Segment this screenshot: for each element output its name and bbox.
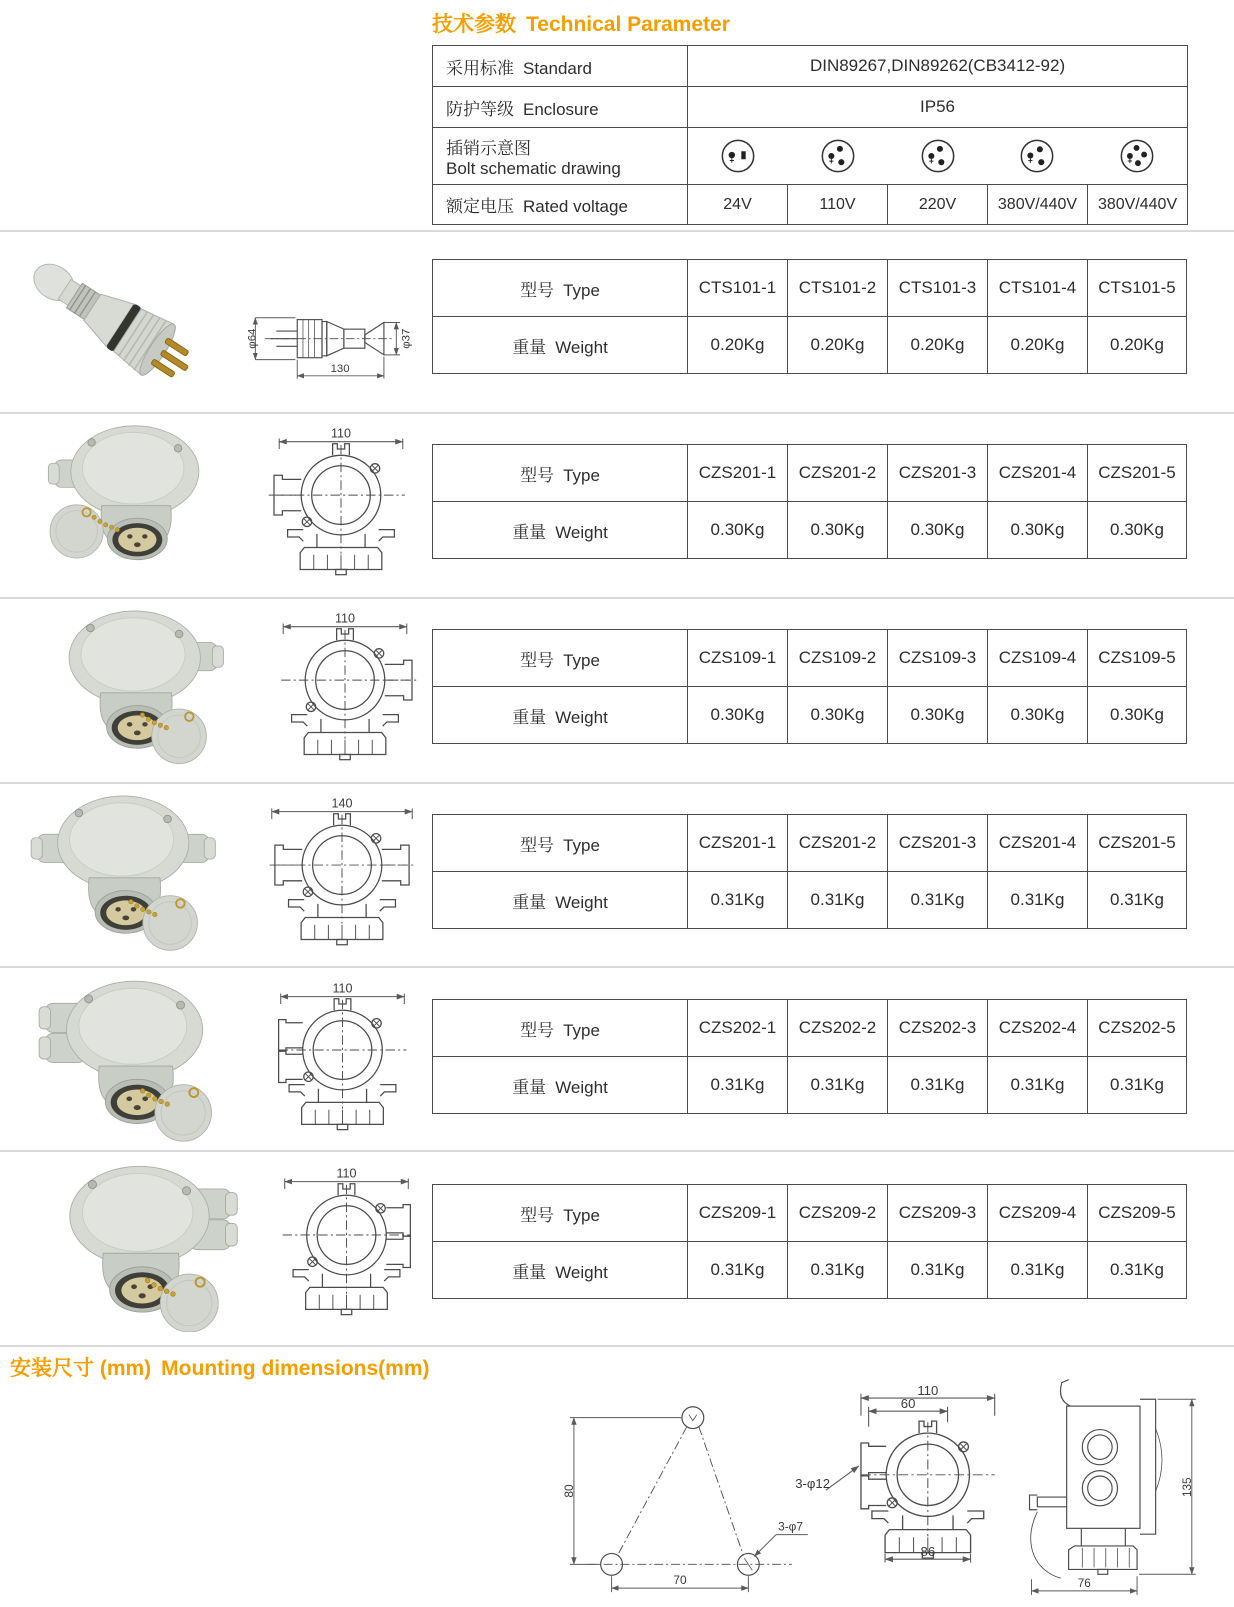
table-row-weight bbox=[433, 687, 1187, 744]
pin-diagram-4pin-icon bbox=[1118, 137, 1156, 175]
weight-cell: 0.31Kg bbox=[1088, 1057, 1187, 1114]
type-label-zh: 型号 bbox=[520, 280, 555, 300]
row-label-en: Enclosure bbox=[523, 99, 599, 119]
product-photo-socket bbox=[25, 420, 253, 578]
weight-cell: 0.30Kg bbox=[1088, 687, 1187, 744]
weight-label-en: Weight bbox=[555, 1262, 608, 1282]
type-label-en: Type bbox=[563, 650, 600, 670]
product-photo-socket bbox=[30, 1160, 258, 1332]
dim-label: 135 bbox=[1180, 1477, 1194, 1498]
product-photo-plug bbox=[8, 252, 236, 398]
weight-cell: 0.30Kg bbox=[888, 502, 988, 559]
row-label-zh: 采用标准 bbox=[446, 58, 514, 78]
type-cell: CZS209-1 bbox=[688, 1185, 788, 1242]
row-label-zh: 防护等级 bbox=[446, 99, 514, 119]
enclosure-value: IP56 bbox=[688, 87, 1188, 128]
weight-cell: 0.31Kg bbox=[1088, 872, 1187, 929]
table-row-type bbox=[433, 1000, 1187, 1057]
row-label-zh: 额定电压 bbox=[446, 197, 514, 216]
table-row-weight bbox=[433, 872, 1187, 929]
table-row-standard bbox=[433, 46, 1188, 87]
product-table-CZS109 bbox=[432, 629, 1187, 744]
type-cell: CZS202-1 bbox=[688, 1000, 788, 1057]
type-label-en: Type bbox=[563, 1205, 600, 1225]
pin-diagram-3pin-icon bbox=[1018, 137, 1056, 175]
dim-label: 80 bbox=[561, 1484, 576, 1498]
product-drawing-socket bbox=[246, 798, 438, 950]
weight-cell: 0.20Kg bbox=[788, 317, 888, 374]
weight-label-zh: 重量 bbox=[512, 522, 547, 542]
type-cell: CZS201-2 bbox=[788, 815, 888, 872]
product-photo-socket bbox=[25, 975, 253, 1143]
pin-diagram-row bbox=[688, 137, 1187, 175]
technical-parameter-table bbox=[432, 45, 1188, 225]
mounting-drawing-side-view bbox=[1008, 1352, 1228, 1602]
weight-cell: 0.31Kg bbox=[688, 1242, 788, 1299]
product-drawing-socket bbox=[256, 613, 434, 765]
weight-cell: 0.20Kg bbox=[1088, 317, 1187, 374]
product-table-CZS202 bbox=[432, 999, 1187, 1114]
type-cell: CTS101-2 bbox=[788, 260, 888, 317]
weight-label-en: Weight bbox=[555, 1077, 608, 1097]
weight-cell: 0.31Kg bbox=[988, 1242, 1088, 1299]
type-label-zh: 型号 bbox=[520, 835, 555, 855]
product-drawing-socket bbox=[252, 428, 430, 580]
row-label-en: Bolt schematic drawing bbox=[446, 158, 621, 178]
title-zh: 安装尺寸 (mm) bbox=[10, 1357, 152, 1380]
title-en: Technical Parameter bbox=[526, 13, 730, 36]
weight-cell: 0.20Kg bbox=[688, 317, 788, 374]
type-cell: CZS109-1 bbox=[688, 630, 788, 687]
type-cell: CZS202-5 bbox=[1088, 1000, 1187, 1057]
type-label-en: Type bbox=[563, 280, 600, 300]
type-cell: CZS201-2 bbox=[788, 445, 888, 502]
table-row-rated-voltage bbox=[433, 185, 1188, 225]
type-cell: CZS109-2 bbox=[788, 630, 888, 687]
weight-label-en: Weight bbox=[555, 892, 608, 912]
type-cell: CZS209-3 bbox=[888, 1185, 988, 1242]
divider bbox=[0, 782, 1234, 784]
weight-label-en: Weight bbox=[555, 337, 608, 357]
type-label-zh: 型号 bbox=[520, 1020, 555, 1040]
voltage-value: 380V/440V bbox=[1088, 185, 1188, 225]
weight-cell: 0.31Kg bbox=[988, 872, 1088, 929]
table-row-weight bbox=[433, 317, 1187, 374]
type-cell: CZS202-4 bbox=[988, 1000, 1088, 1057]
voltage-value: 380V/440V bbox=[988, 185, 1088, 225]
table-row-enclosure bbox=[433, 87, 1188, 128]
type-cell: CZS201-3 bbox=[888, 445, 988, 502]
dim-label: 140 bbox=[331, 798, 353, 811]
dim-label: 110 bbox=[332, 983, 353, 996]
weight-cell: 0.31Kg bbox=[688, 1057, 788, 1114]
voltage-value: 24V bbox=[688, 185, 788, 225]
table-row-type bbox=[433, 445, 1187, 502]
weight-cell: 0.30Kg bbox=[688, 687, 788, 744]
dim-label: 76 bbox=[1077, 1577, 1091, 1590]
dim-label: 110 bbox=[330, 428, 352, 441]
divider bbox=[0, 966, 1234, 968]
type-cell: CZS109-5 bbox=[1088, 630, 1187, 687]
product-table-CTS101 bbox=[432, 259, 1187, 374]
weight-label-en: Weight bbox=[555, 522, 608, 542]
type-cell: CZS201-1 bbox=[688, 445, 788, 502]
type-cell: CTS101-5 bbox=[1088, 260, 1187, 317]
table-row-type bbox=[433, 260, 1187, 317]
standard-value: DIN89267,DIN89262(CB3412-92) bbox=[688, 46, 1188, 87]
type-cell: CZS201-5 bbox=[1088, 445, 1187, 502]
divider bbox=[0, 1345, 1234, 1347]
dim-label: 86 bbox=[920, 1543, 936, 1559]
voltage-value: 220V bbox=[888, 185, 988, 225]
dim-label: 110 bbox=[336, 1168, 357, 1181]
weight-cell: 0.30Kg bbox=[688, 502, 788, 559]
table-row-bolt-schematic bbox=[433, 128, 1188, 185]
divider bbox=[0, 597, 1234, 599]
type-cell: CZS201-5 bbox=[1088, 815, 1187, 872]
weight-label-zh: 重量 bbox=[512, 1077, 547, 1097]
type-label-en: Type bbox=[563, 465, 600, 485]
weight-cell: 0.30Kg bbox=[788, 502, 888, 559]
dim-label: 70 bbox=[673, 1573, 687, 1588]
dim-label: φ64 bbox=[246, 328, 259, 349]
type-cell: CZS201-4 bbox=[988, 815, 1088, 872]
type-cell: CZS202-3 bbox=[888, 1000, 988, 1057]
weight-label-zh: 重量 bbox=[512, 1262, 547, 1282]
weight-cell: 0.31Kg bbox=[788, 872, 888, 929]
weight-cell: 0.31Kg bbox=[788, 1057, 888, 1114]
divider bbox=[0, 230, 1234, 232]
weight-cell: 0.31Kg bbox=[888, 1242, 988, 1299]
divider bbox=[0, 412, 1234, 414]
type-cell: CZS201-1 bbox=[688, 815, 788, 872]
mounting-drawing-front-view bbox=[793, 1352, 1021, 1602]
product-table-CZS209 bbox=[432, 1184, 1187, 1299]
type-label-en: Type bbox=[563, 1020, 600, 1040]
divider bbox=[0, 1150, 1234, 1152]
dim-label: 130 bbox=[330, 363, 350, 375]
weight-cell: 0.31Kg bbox=[1088, 1242, 1187, 1299]
weight-cell: 0.30Kg bbox=[988, 502, 1088, 559]
product-drawing-socket bbox=[254, 1168, 439, 1323]
table-row-weight bbox=[433, 1057, 1187, 1114]
type-cell: CZS209-5 bbox=[1088, 1185, 1187, 1242]
weight-label-en: Weight bbox=[555, 707, 608, 727]
type-cell: CZS209-2 bbox=[788, 1185, 888, 1242]
type-label-zh: 型号 bbox=[520, 465, 555, 485]
type-cell: CZS202-2 bbox=[788, 1000, 888, 1057]
type-cell: CTS101-3 bbox=[888, 260, 988, 317]
weight-cell: 0.31Kg bbox=[888, 872, 988, 929]
dim-label: 110 bbox=[917, 1382, 939, 1398]
type-cell: CTS101-1 bbox=[688, 260, 788, 317]
table-row-type bbox=[433, 630, 1187, 687]
weight-label-zh: 重量 bbox=[512, 707, 547, 727]
weight-cell: 0.30Kg bbox=[788, 687, 888, 744]
row-label-zh: 插销示意图 bbox=[446, 138, 531, 158]
table-row-type bbox=[433, 1185, 1187, 1242]
type-cell: CZS109-4 bbox=[988, 630, 1088, 687]
table-row-weight bbox=[433, 502, 1187, 559]
type-label-zh: 型号 bbox=[520, 1205, 555, 1225]
row-label-en: Standard bbox=[523, 58, 592, 78]
type-cell: CZS209-4 bbox=[988, 1185, 1088, 1242]
product-photo-socket bbox=[25, 605, 253, 767]
product-drawing-socket bbox=[250, 983, 435, 1138]
type-cell: CZS201-3 bbox=[888, 815, 988, 872]
weight-cell: 0.31Kg bbox=[988, 1057, 1088, 1114]
table-row-type bbox=[433, 815, 1187, 872]
pin-diagram-3pin-icon bbox=[919, 137, 957, 175]
dim-label: 60 bbox=[900, 1395, 916, 1411]
mounting-dimensions-title bbox=[10, 1352, 430, 1382]
weight-cell: 0.30Kg bbox=[888, 687, 988, 744]
product-table-CZS201-double bbox=[432, 814, 1187, 929]
weight-cell: 0.31Kg bbox=[688, 872, 788, 929]
type-cell: CZS201-4 bbox=[988, 445, 1088, 502]
row-label-en: Rated voltage bbox=[523, 197, 628, 216]
weight-cell: 0.31Kg bbox=[888, 1057, 988, 1114]
mounting-drawing-hole-pattern bbox=[542, 1378, 810, 1602]
weight-label-zh: 重量 bbox=[512, 337, 547, 357]
voltage-value: 110V bbox=[788, 185, 888, 225]
dim-label: 110 bbox=[334, 613, 356, 626]
title-en: Mounting dimensions(mm) bbox=[161, 1357, 430, 1380]
product-drawing-plug bbox=[242, 296, 442, 388]
table-row-weight bbox=[433, 1242, 1187, 1299]
pin-diagram-2pin-icon bbox=[719, 137, 757, 175]
dim-label: 3-φ7 bbox=[778, 1519, 803, 1534]
type-label-en: Type bbox=[563, 835, 600, 855]
type-cell: CTS101-4 bbox=[988, 260, 1088, 317]
dim-label: φ37 bbox=[400, 328, 413, 349]
product-photo-socket bbox=[10, 790, 245, 952]
product-table-CZS201 bbox=[432, 444, 1187, 559]
weight-cell: 0.30Kg bbox=[988, 687, 1088, 744]
type-label-zh: 型号 bbox=[520, 650, 555, 670]
weight-cell: 0.20Kg bbox=[888, 317, 988, 374]
weight-cell: 0.30Kg bbox=[1088, 502, 1187, 559]
weight-label-zh: 重量 bbox=[512, 892, 547, 912]
technical-parameter-title bbox=[432, 8, 730, 38]
title-zh: 技术参数 bbox=[432, 13, 516, 36]
weight-cell: 0.20Kg bbox=[988, 317, 1088, 374]
pin-diagram-3pin-icon bbox=[819, 137, 857, 175]
dim-label: 3-φ12 bbox=[795, 1475, 831, 1491]
type-cell: CZS109-3 bbox=[888, 630, 988, 687]
weight-cell: 0.31Kg bbox=[788, 1242, 888, 1299]
